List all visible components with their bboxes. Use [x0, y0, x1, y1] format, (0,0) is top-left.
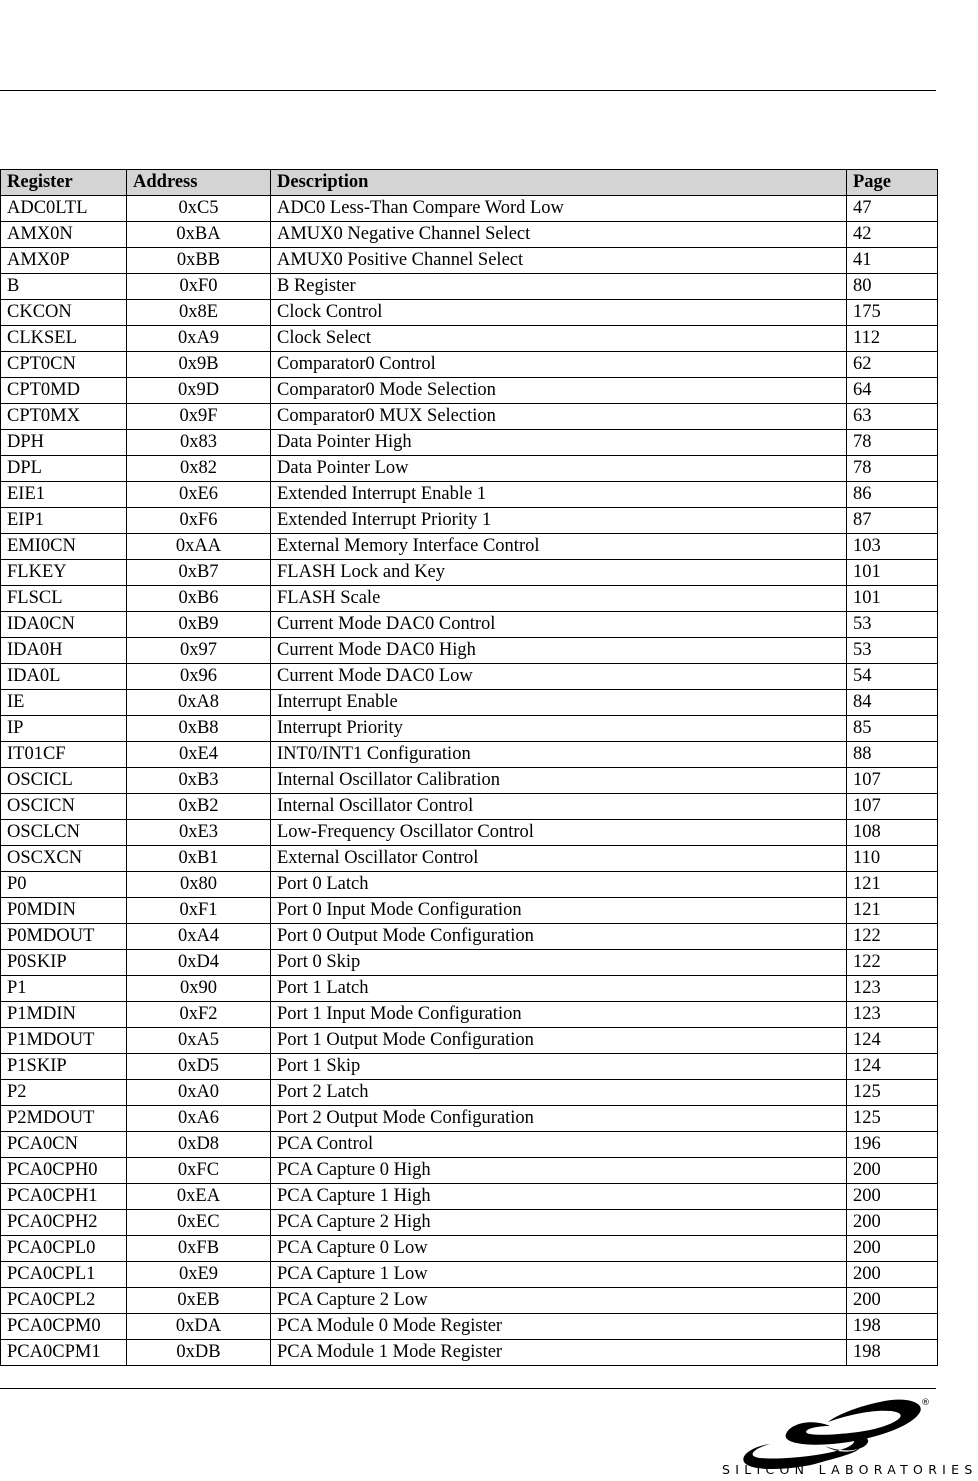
- table-row: [1, 482, 938, 508]
- cell-description: Interrupt Enable: [271, 690, 847, 716]
- table-row: [1, 742, 938, 768]
- cell-address: 0x9D: [127, 378, 271, 404]
- table-row: [1, 1158, 938, 1184]
- cell-address: 0xB3: [127, 768, 271, 794]
- cell-address: 0xA4: [127, 924, 271, 950]
- cell-description: PCA Capture 1 High: [271, 1184, 847, 1210]
- cell-address: 0xD4: [127, 950, 271, 976]
- cell-address: 0xA9: [127, 326, 271, 352]
- cell-description: Clock Select: [271, 326, 847, 352]
- company-name: SILICON LABORATORIES: [722, 1462, 978, 1477]
- cell-address: 0xFC: [127, 1158, 271, 1184]
- table-row: [1, 820, 938, 846]
- header-rule: [0, 90, 936, 91]
- cell-register: CPT0MD: [1, 378, 127, 404]
- table-row: [1, 638, 938, 664]
- cell-register: PCA0CPH2: [1, 1210, 127, 1236]
- cell-address: 0xA8: [127, 690, 271, 716]
- cell-address: 0xF0: [127, 274, 271, 300]
- table-row: [1, 378, 938, 404]
- table-row: [1, 976, 938, 1002]
- cell-page: 53: [847, 612, 938, 638]
- cell-description: External Oscillator Control: [271, 846, 847, 872]
- cell-page: 124: [847, 1028, 938, 1054]
- cell-description: FLASH Lock and Key: [271, 560, 847, 586]
- cell-description: External Memory Interface Control: [271, 534, 847, 560]
- cell-page: 196: [847, 1132, 938, 1158]
- cell-page: 123: [847, 976, 938, 1002]
- cell-register: EIP1: [1, 508, 127, 534]
- cell-page: 85: [847, 716, 938, 742]
- cell-register: PCA0CPL2: [1, 1288, 127, 1314]
- table-row: [1, 456, 938, 482]
- table-row: [1, 352, 938, 378]
- cell-address: 0xD5: [127, 1054, 271, 1080]
- cell-address: 0xB1: [127, 846, 271, 872]
- cell-description: Port 2 Output Mode Configuration: [271, 1106, 847, 1132]
- cell-page: 101: [847, 586, 938, 612]
- cell-description: Current Mode DAC0 Control: [271, 612, 847, 638]
- table-body: [1, 196, 938, 1366]
- cell-description: Data Pointer Low: [271, 456, 847, 482]
- cell-description: INT0/INT1 Configuration: [271, 742, 847, 768]
- table-row: [1, 612, 938, 638]
- cell-description: Port 0 Latch: [271, 872, 847, 898]
- cell-description: PCA Module 0 Mode Register: [271, 1314, 847, 1340]
- cell-address: 0xE6: [127, 482, 271, 508]
- cell-address: 0x97: [127, 638, 271, 664]
- cell-page: 108: [847, 820, 938, 846]
- cell-description: Comparator0 Control: [271, 352, 847, 378]
- cell-register: FLKEY: [1, 560, 127, 586]
- cell-register: AMX0P: [1, 248, 127, 274]
- cell-register: PCA0CPH0: [1, 1158, 127, 1184]
- cell-address: 0xC5: [127, 196, 271, 222]
- cell-description: Port 0 Output Mode Configuration: [271, 924, 847, 950]
- registered-mark: ®: [921, 1398, 930, 1408]
- cell-register: P0: [1, 872, 127, 898]
- cell-register: EIE1: [1, 482, 127, 508]
- table-row: [1, 898, 938, 924]
- cell-register: P2MDOUT: [1, 1106, 127, 1132]
- cell-address: 0x9B: [127, 352, 271, 378]
- cell-address: 0x9F: [127, 404, 271, 430]
- column-header-page: Page: [847, 170, 938, 196]
- cell-description: B Register: [271, 274, 847, 300]
- cell-register: OSCXCN: [1, 846, 127, 872]
- cell-register: PCA0CPH1: [1, 1184, 127, 1210]
- cell-register: P2: [1, 1080, 127, 1106]
- cell-address: 0xBB: [127, 248, 271, 274]
- cell-description: AMUX0 Positive Channel Select: [271, 248, 847, 274]
- cell-register: OSCICL: [1, 768, 127, 794]
- cell-description: Port 1 Latch: [271, 976, 847, 1002]
- cell-description: AMUX0 Negative Channel Select: [271, 222, 847, 248]
- cell-address: 0xB8: [127, 716, 271, 742]
- table-row: [1, 872, 938, 898]
- cell-address: 0xA5: [127, 1028, 271, 1054]
- table-row: [1, 586, 938, 612]
- cell-register: IDA0CN: [1, 612, 127, 638]
- table-row: [1, 1210, 938, 1236]
- cell-description: FLASH Scale: [271, 586, 847, 612]
- cell-register: CPT0MX: [1, 404, 127, 430]
- cell-page: 63: [847, 404, 938, 430]
- cell-address: 0xE4: [127, 742, 271, 768]
- table-row: [1, 1184, 938, 1210]
- cell-address: 0x90: [127, 976, 271, 1002]
- cell-address: 0xBA: [127, 222, 271, 248]
- cell-register: DPL: [1, 456, 127, 482]
- cell-description: Low-Frequency Oscillator Control: [271, 820, 847, 846]
- table-row: [1, 404, 938, 430]
- cell-register: PCA0CPL1: [1, 1262, 127, 1288]
- cell-register: P1: [1, 976, 127, 1002]
- cell-register: IP: [1, 716, 127, 742]
- cell-page: 122: [847, 950, 938, 976]
- table-row: [1, 794, 938, 820]
- cell-page: 198: [847, 1314, 938, 1340]
- table-row: [1, 1288, 938, 1314]
- table-row: [1, 430, 938, 456]
- cell-page: 200: [847, 1184, 938, 1210]
- cell-register: PCA0CN: [1, 1132, 127, 1158]
- cell-description: PCA Capture 2 High: [271, 1210, 847, 1236]
- table-row: [1, 768, 938, 794]
- cell-address: 0xEA: [127, 1184, 271, 1210]
- cell-page: 62: [847, 352, 938, 378]
- cell-page: 200: [847, 1158, 938, 1184]
- cell-address: 0xAA: [127, 534, 271, 560]
- cell-address: 0xB7: [127, 560, 271, 586]
- cell-description: Port 1 Skip: [271, 1054, 847, 1080]
- cell-address: 0xDB: [127, 1340, 271, 1366]
- cell-register: OSCICN: [1, 794, 127, 820]
- table-row: [1, 690, 938, 716]
- cell-description: Current Mode DAC0 High: [271, 638, 847, 664]
- cell-description: Port 0 Skip: [271, 950, 847, 976]
- column-header-register: Register: [1, 170, 127, 196]
- cell-description: Interrupt Priority: [271, 716, 847, 742]
- table-row: [1, 534, 938, 560]
- cell-address: 0x8E: [127, 300, 271, 326]
- cell-description: PCA Capture 0 Low: [271, 1236, 847, 1262]
- table-row: [1, 846, 938, 872]
- cell-address: 0xEC: [127, 1210, 271, 1236]
- table-row: [1, 248, 938, 274]
- cell-description: Port 1 Input Mode Configuration: [271, 1002, 847, 1028]
- cell-register: P1SKIP: [1, 1054, 127, 1080]
- cell-address: 0x80: [127, 872, 271, 898]
- cell-description: Clock Control: [271, 300, 847, 326]
- cell-register: CPT0CN: [1, 352, 127, 378]
- cell-description: Port 0 Input Mode Configuration: [271, 898, 847, 924]
- cell-page: 122: [847, 924, 938, 950]
- cell-page: 124: [847, 1054, 938, 1080]
- cell-register: PCA0CPL0: [1, 1236, 127, 1262]
- cell-register: AMX0N: [1, 222, 127, 248]
- cell-address: 0xD8: [127, 1132, 271, 1158]
- cell-address: 0x96: [127, 664, 271, 690]
- cell-page: 125: [847, 1106, 938, 1132]
- column-header-description: Description: [271, 170, 847, 196]
- cell-address: 0xFB: [127, 1236, 271, 1262]
- cell-description: Comparator0 MUX Selection: [271, 404, 847, 430]
- table-row: [1, 1236, 938, 1262]
- cell-address: 0x82: [127, 456, 271, 482]
- cell-address: 0xE9: [127, 1262, 271, 1288]
- cell-page: 121: [847, 898, 938, 924]
- cell-description: Comparator0 Mode Selection: [271, 378, 847, 404]
- cell-page: 54: [847, 664, 938, 690]
- cell-register: ADC0LTL: [1, 196, 127, 222]
- cell-page: 53: [847, 638, 938, 664]
- cell-page: 84: [847, 690, 938, 716]
- column-header-address: Address: [127, 170, 271, 196]
- cell-address: 0xF2: [127, 1002, 271, 1028]
- cell-page: 107: [847, 768, 938, 794]
- cell-description: Port 1 Output Mode Configuration: [271, 1028, 847, 1054]
- cell-description: PCA Capture 0 High: [271, 1158, 847, 1184]
- cell-register: PCA0CPM1: [1, 1340, 127, 1366]
- table-row: [1, 1132, 938, 1158]
- cell-address: 0xB9: [127, 612, 271, 638]
- cell-description: Port 2 Latch: [271, 1080, 847, 1106]
- footer-rule: [0, 1388, 936, 1389]
- cell-register: IDA0H: [1, 638, 127, 664]
- table-row: [1, 1340, 938, 1366]
- cell-page: 198: [847, 1340, 938, 1366]
- cell-register: P1MDOUT: [1, 1028, 127, 1054]
- cell-register: DPH: [1, 430, 127, 456]
- cell-description: Data Pointer High: [271, 430, 847, 456]
- cell-page: 41: [847, 248, 938, 274]
- cell-description: PCA Module 1 Mode Register: [271, 1340, 847, 1366]
- cell-register: FLSCL: [1, 586, 127, 612]
- table-row: [1, 924, 938, 950]
- cell-page: 200: [847, 1236, 938, 1262]
- cell-address: 0xDA: [127, 1314, 271, 1340]
- table-row: [1, 1028, 938, 1054]
- register-table: [0, 169, 938, 1366]
- cell-page: 103: [847, 534, 938, 560]
- table-row: [1, 222, 938, 248]
- cell-register: OSCLCN: [1, 820, 127, 846]
- cell-page: 78: [847, 430, 938, 456]
- cell-address: 0xB2: [127, 794, 271, 820]
- cell-page: 107: [847, 794, 938, 820]
- table-row: [1, 1080, 938, 1106]
- cell-page: 87: [847, 508, 938, 534]
- table-row: [1, 716, 938, 742]
- cell-page: 123: [847, 1002, 938, 1028]
- cell-register: IE: [1, 690, 127, 716]
- cell-description: PCA Control: [271, 1132, 847, 1158]
- cell-page: 80: [847, 274, 938, 300]
- cell-page: 64: [847, 378, 938, 404]
- cell-address: 0xEB: [127, 1288, 271, 1314]
- table-row: [1, 1002, 938, 1028]
- cell-register: P0MDOUT: [1, 924, 127, 950]
- cell-address: 0xF6: [127, 508, 271, 534]
- cell-address: 0x83: [127, 430, 271, 456]
- cell-register: EMI0CN: [1, 534, 127, 560]
- table-row: [1, 274, 938, 300]
- cell-register: P0SKIP: [1, 950, 127, 976]
- cell-page: 47: [847, 196, 938, 222]
- cell-description: Internal Oscillator Control: [271, 794, 847, 820]
- cell-page: 125: [847, 1080, 938, 1106]
- cell-register: IT01CF: [1, 742, 127, 768]
- table-row: [1, 1054, 938, 1080]
- cell-page: 200: [847, 1262, 938, 1288]
- table-header-row: [1, 170, 938, 196]
- cell-description: PCA Capture 2 Low: [271, 1288, 847, 1314]
- cell-page: 88: [847, 742, 938, 768]
- table-row: [1, 1106, 938, 1132]
- table-row: [1, 560, 938, 586]
- table-row: [1, 196, 938, 222]
- cell-address: 0xA0: [127, 1080, 271, 1106]
- cell-description: Extended Interrupt Enable 1: [271, 482, 847, 508]
- cell-description: Internal Oscillator Calibration: [271, 768, 847, 794]
- table-row: [1, 1314, 938, 1340]
- table-row: [1, 300, 938, 326]
- cell-page: 175: [847, 300, 938, 326]
- cell-page: 112: [847, 326, 938, 352]
- cell-description: Extended Interrupt Priority 1: [271, 508, 847, 534]
- cell-description: ADC0 Less-Than Compare Word Low: [271, 196, 847, 222]
- cell-register: CKCON: [1, 300, 127, 326]
- cell-address: 0xB6: [127, 586, 271, 612]
- cell-address: 0xE3: [127, 820, 271, 846]
- cell-page: 78: [847, 456, 938, 482]
- cell-address: 0xA6: [127, 1106, 271, 1132]
- table-row: [1, 508, 938, 534]
- table-row: [1, 664, 938, 690]
- cell-register: P1MDIN: [1, 1002, 127, 1028]
- cell-page: 110: [847, 846, 938, 872]
- cell-register: P0MDIN: [1, 898, 127, 924]
- cell-page: 121: [847, 872, 938, 898]
- cell-register: PCA0CPM0: [1, 1314, 127, 1340]
- cell-register: IDA0L: [1, 664, 127, 690]
- cell-address: 0xF1: [127, 898, 271, 924]
- cell-description: PCA Capture 1 Low: [271, 1262, 847, 1288]
- cell-register: CLKSEL: [1, 326, 127, 352]
- cell-page: 101: [847, 560, 938, 586]
- table-row: [1, 326, 938, 352]
- cell-register: B: [1, 274, 127, 300]
- cell-page: 200: [847, 1210, 938, 1236]
- cell-description: Current Mode DAC0 Low: [271, 664, 847, 690]
- table-row: [1, 1262, 938, 1288]
- cell-page: 200: [847, 1288, 938, 1314]
- cell-page: 42: [847, 222, 938, 248]
- table-row: [1, 950, 938, 976]
- cell-page: 86: [847, 482, 938, 508]
